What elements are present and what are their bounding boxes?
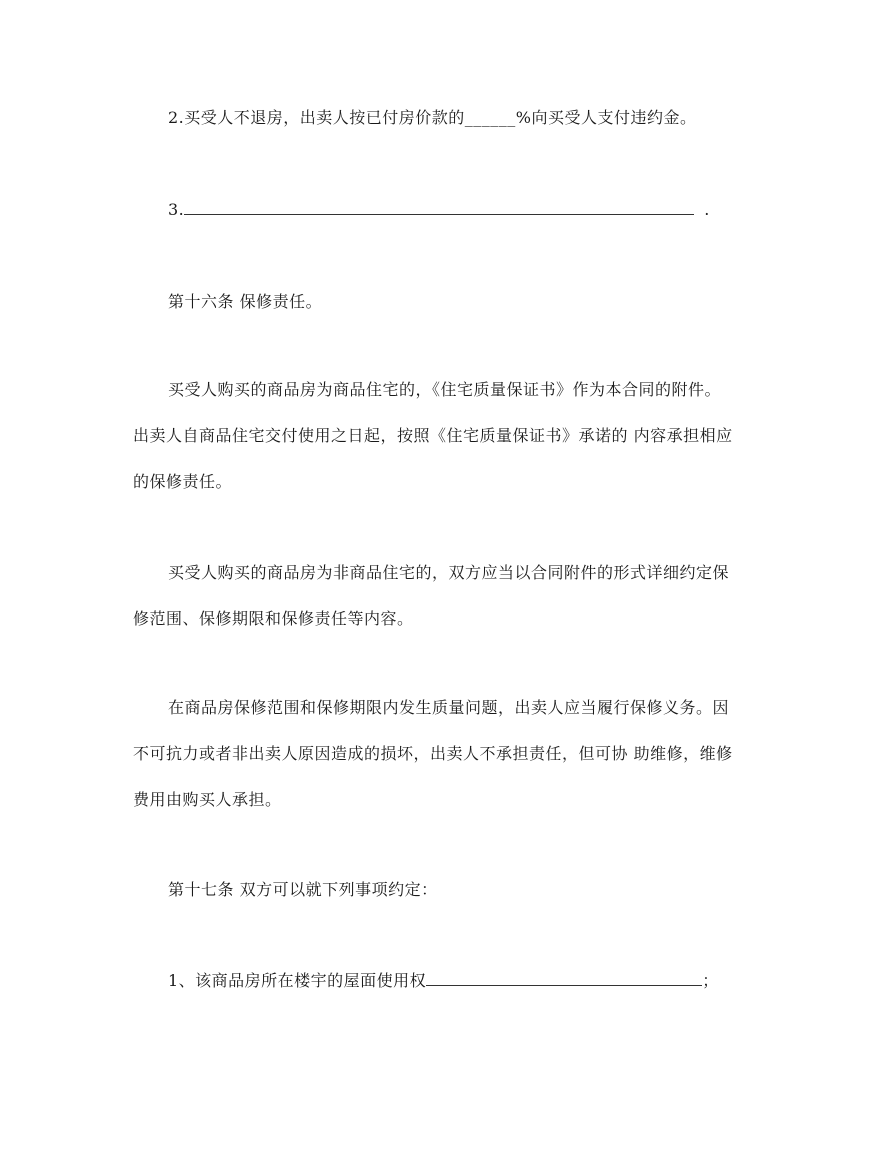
item-2-text-after: %向买受人支付违约金。 [515,108,697,127]
item-1-suffix: ； [702,971,719,990]
item-3-suffix: . [704,200,710,219]
clause-16-para-2-line-1: 买受人购买的商品房为非商品住宅的，双方应当以合同附件的形式详细约定保 [168,563,730,582]
item-2-text-before: 2.买受人不退房，出卖人按已付房价款的 [168,108,465,127]
item-3-prefix: 3. [168,200,185,219]
clause-16-para-3-line-1: 在商品房保修范围和保修期限内发生质量问题，出卖人应当履行保修义务。因 [168,698,730,717]
clause-15-item-2 [168,107,778,129]
clause-16-heading: 第十六条 保修责任。 [168,292,323,311]
clause-17-heading: 第十七条 双方可以就下列事项约定： [168,880,438,899]
clause-16-para-1-line-2: 出卖人自商品住宅交付使用之日起，按照《住宅质量保证书》承诺的 内容承担相应 [133,426,733,445]
clause-16-para-3-line-2: 不可抗力或者非出卖人原因造成的损坏，出卖人不承担责任，但可协 助维修，维修 [133,744,733,763]
clause-16-para-2-line-2: 修范围、保修期限和保修责任等内容。 [133,609,414,628]
item-2-blank: ______ [464,108,516,127]
clause-17-item-1 [168,970,778,992]
item-1-text: 1、该商品房所在楼宇的屋面使用权 [168,971,427,990]
item-3-fill-line [184,200,694,215]
item-1-fill-line [426,971,702,986]
clause-16-para-1-line-1: 买受人购买的商品房为商品住宅的，《住宅质量保证书》作为本合同的附件。 [168,380,722,399]
clause-16-para-3-line-3: 费用由购买人承担。 [133,790,282,809]
clause-16-para-1-line-3: 的保修责任。 [133,472,233,491]
clause-15-item-3 [168,199,778,221]
